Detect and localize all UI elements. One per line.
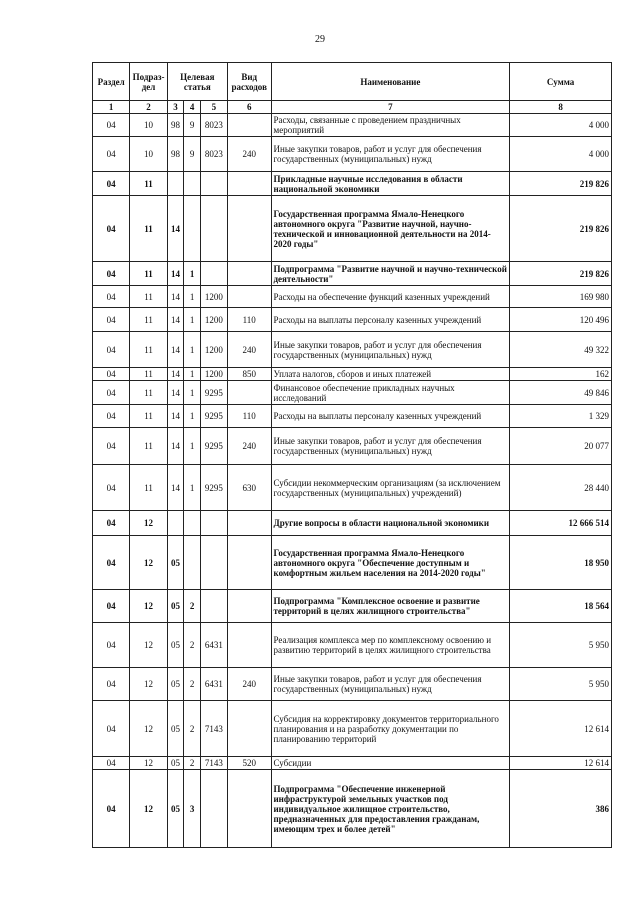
amount-cell: 4 000: [510, 137, 612, 172]
direction-cell: [200, 536, 227, 590]
subsection-cell: 12: [130, 623, 167, 668]
subprogram-cell: 1: [184, 368, 201, 381]
index-cell: 1: [93, 101, 130, 114]
name-cell: Субсидия на корректировку документов территориального планирования и на разработку документации по планированию территорий: [271, 701, 510, 757]
subsection-cell: 11: [130, 172, 167, 196]
direction-cell: 1200: [200, 286, 227, 308]
amount-cell: 28 440: [510, 465, 612, 511]
program-cell: 05: [167, 701, 184, 757]
index-cell: 5: [200, 101, 227, 114]
expense-type-cell: 850: [227, 368, 271, 381]
direction-cell: [200, 196, 227, 262]
subsection-cell: 11: [130, 428, 167, 465]
subprogram-cell: 2: [184, 668, 201, 701]
index-cell: 3: [167, 101, 184, 114]
expense-type-cell: 240: [227, 668, 271, 701]
table-row: [93, 536, 612, 590]
section-cell: 04: [93, 137, 130, 172]
program-cell: 14: [167, 465, 184, 511]
expense-type-cell: [227, 536, 271, 590]
table-row: [93, 668, 612, 701]
subprogram-cell: 1: [184, 262, 201, 286]
subprogram-cell: 1: [184, 428, 201, 465]
direction-cell: 1200: [200, 368, 227, 381]
name-cell: Расходы на выплаты персоналу казенных учреждений: [271, 308, 510, 332]
section-cell: 04: [93, 381, 130, 405]
name-cell: Государственная программа Ямало-Ненецкого автономного округа "Развитие научной, научно-технической и инновационной деятельности на 2014-2020 годы": [271, 196, 510, 262]
section-cell: 04: [93, 405, 130, 428]
amount-cell: 219 826: [510, 172, 612, 196]
expense-type-cell: [227, 623, 271, 668]
index-cell: 6: [227, 101, 271, 114]
expense-type-cell: [227, 262, 271, 286]
amount-cell: 4 000: [510, 114, 612, 137]
expense-type-cell: [227, 196, 271, 262]
subsection-cell: 10: [130, 114, 167, 137]
subsection-cell: 11: [130, 368, 167, 381]
expense-type-cell: [227, 770, 271, 848]
table-row: [93, 701, 612, 757]
table-row: [93, 590, 612, 623]
section-cell: 04: [93, 701, 130, 757]
program-cell: 14: [167, 332, 184, 368]
direction-cell: 6431: [200, 623, 227, 668]
section-cell: 04: [93, 668, 130, 701]
amount-cell: 12 614: [510, 701, 612, 757]
program-cell: 05: [167, 536, 184, 590]
direction-cell: [200, 511, 227, 536]
expense-type-cell: 240: [227, 137, 271, 172]
direction-cell: 7143: [200, 757, 227, 770]
table-body: [93, 114, 612, 848]
subprogram-cell: 3: [184, 770, 201, 848]
subsection-cell: 11: [130, 262, 167, 286]
subsection-cell: 12: [130, 590, 167, 623]
program-cell: 14: [167, 308, 184, 332]
section-cell: 04: [93, 308, 130, 332]
amount-cell: 18 950: [510, 536, 612, 590]
amount-cell: 120 496: [510, 308, 612, 332]
table-row: [93, 308, 612, 332]
page-number: 29: [315, 34, 325, 45]
subsection-cell: 12: [130, 536, 167, 590]
subsection-cell: 10: [130, 137, 167, 172]
name-cell: Иные закупки товаров, работ и услуг для обеспечения государственных (муниципальных) нужд: [271, 137, 510, 172]
program-cell: 98: [167, 137, 184, 172]
name-cell: Другие вопросы в области национальной экономики: [271, 511, 510, 536]
name-cell: Подпрограмма "Комплексное освоение и развитие территорий в целях жилищного строительства": [271, 590, 510, 623]
subprogram-cell: 2: [184, 623, 201, 668]
section-cell: 04: [93, 511, 130, 536]
header-expense-type: Вид расходов: [227, 63, 271, 101]
subprogram-cell: 1: [184, 308, 201, 332]
program-cell: 14: [167, 381, 184, 405]
expense-type-cell: 520: [227, 757, 271, 770]
amount-cell: 386: [510, 770, 612, 848]
program-cell: 98: [167, 114, 184, 137]
subprogram-cell: [184, 196, 201, 262]
amount-cell: 1 329: [510, 405, 612, 428]
index-cell: 2: [130, 101, 167, 114]
direction-cell: 9295: [200, 465, 227, 511]
direction-cell: 9295: [200, 428, 227, 465]
expense-type-cell: 240: [227, 428, 271, 465]
name-cell: Прикладные научные исследования в области национальной экономики: [271, 172, 510, 196]
subprogram-cell: 1: [184, 405, 201, 428]
name-cell: Иные закупки товаров, работ и услуг для обеспечения государственных (муниципальных) нужд: [271, 332, 510, 368]
name-cell: Реализация комплекса мер по комплексному освоению и развитию территорий в целях жилищного строительства: [271, 623, 510, 668]
program-cell: 14: [167, 405, 184, 428]
header-subsection: Подраз-дел: [130, 63, 167, 101]
name-cell: Расходы на обеспечение функций казенных учреждений: [271, 286, 510, 308]
expense-type-cell: [227, 590, 271, 623]
program-cell: 05: [167, 757, 184, 770]
table-row: [93, 332, 612, 368]
table-row: [93, 770, 612, 848]
table-row: [93, 511, 612, 536]
expense-type-cell: [227, 172, 271, 196]
amount-cell: 5 950: [510, 623, 612, 668]
name-cell: Иные закупки товаров, работ и услуг для обеспечения государственных (муниципальных) нужд: [271, 668, 510, 701]
direction-cell: [200, 262, 227, 286]
section-cell: 04: [93, 623, 130, 668]
table-row: [93, 196, 612, 262]
amount-cell: 169 980: [510, 286, 612, 308]
subprogram-cell: 1: [184, 465, 201, 511]
name-cell: Иные закупки товаров, работ и услуг для обеспечения государственных (муниципальных) нужд: [271, 428, 510, 465]
amount-cell: 18 564: [510, 590, 612, 623]
program-cell: [167, 172, 184, 196]
section-cell: 04: [93, 172, 130, 196]
direction-cell: 9295: [200, 381, 227, 405]
program-cell: 14: [167, 428, 184, 465]
name-cell: Расходы на выплаты персоналу казенных учреждений: [271, 405, 510, 428]
subsection-cell: 11: [130, 465, 167, 511]
subprogram-cell: 9: [184, 114, 201, 137]
table-row: [93, 757, 612, 770]
direction-cell: 1200: [200, 332, 227, 368]
section-cell: 04: [93, 757, 130, 770]
section-cell: 04: [93, 286, 130, 308]
amount-cell: 162: [510, 368, 612, 381]
table-row: [93, 286, 612, 308]
header-target: Целевая статья: [167, 63, 227, 101]
program-cell: 05: [167, 668, 184, 701]
amount-cell: 49 322: [510, 332, 612, 368]
program-cell: 14: [167, 368, 184, 381]
table-row: [93, 137, 612, 172]
name-cell: Финансовое обеспечение прикладных научных исследований: [271, 381, 510, 405]
direction-cell: 8023: [200, 137, 227, 172]
expense-type-cell: 630: [227, 465, 271, 511]
subprogram-cell: 2: [184, 590, 201, 623]
direction-cell: 8023: [200, 114, 227, 137]
subsection-cell: 11: [130, 196, 167, 262]
subsection-cell: 12: [130, 511, 167, 536]
amount-cell: 12 614: [510, 757, 612, 770]
direction-cell: [200, 172, 227, 196]
section-cell: 04: [93, 590, 130, 623]
expense-type-cell: [227, 701, 271, 757]
table-row: [93, 381, 612, 405]
header-row: [93, 63, 612, 101]
subprogram-cell: 1: [184, 381, 201, 405]
expense-type-cell: [227, 511, 271, 536]
direction-cell: 6431: [200, 668, 227, 701]
amount-cell: 20 077: [510, 428, 612, 465]
amount-cell: 12 666 514: [510, 511, 612, 536]
expense-type-cell: 110: [227, 308, 271, 332]
header-section: Раздел: [93, 63, 130, 101]
expense-type-cell: 110: [227, 405, 271, 428]
name-cell: Субсидии: [271, 757, 510, 770]
index-cell: 4: [184, 101, 201, 114]
name-cell: Подпрограмма "Развитие научной и научно-технической деятельности": [271, 262, 510, 286]
program-cell: 05: [167, 770, 184, 848]
subprogram-cell: [184, 511, 201, 536]
section-cell: 04: [93, 536, 130, 590]
subprogram-cell: 1: [184, 332, 201, 368]
name-cell: Подпрограмма "Обеспечение инженерной инфраструктурой земельных участков под индивидуальное жилищное строительство, предназначенных для предоставления гражданам, имеющим трех и более детей": [271, 770, 510, 848]
table-row: [93, 262, 612, 286]
name-cell: Субсидии некоммерческим организациям (за исключением государственных (муниципальных) учреждений): [271, 465, 510, 511]
name-cell: Уплата налогов, сборов и иных платежей: [271, 368, 510, 381]
subprogram-cell: [184, 172, 201, 196]
section-cell: 04: [93, 332, 130, 368]
section-cell: 04: [93, 770, 130, 848]
section-cell: 04: [93, 196, 130, 262]
subsection-cell: 11: [130, 381, 167, 405]
subsection-cell: 11: [130, 308, 167, 332]
amount-cell: 219 826: [510, 196, 612, 262]
program-cell: 14: [167, 262, 184, 286]
direction-cell: [200, 590, 227, 623]
section-cell: 04: [93, 428, 130, 465]
name-cell: Расходы, связанные с проведением праздничных мероприятий: [271, 114, 510, 137]
header-name: Наименование: [271, 63, 510, 101]
subsection-cell: 11: [130, 286, 167, 308]
subprogram-cell: 2: [184, 701, 201, 757]
subprogram-cell: [184, 536, 201, 590]
expense-type-cell: 240: [227, 332, 271, 368]
index-cell: 7: [271, 101, 510, 114]
header-amount: Сумма: [510, 63, 612, 101]
table-row: [93, 465, 612, 511]
subsection-cell: 11: [130, 332, 167, 368]
table-row: [93, 172, 612, 196]
subsection-cell: 11: [130, 405, 167, 428]
expense-type-cell: [227, 381, 271, 405]
table-row: [93, 428, 612, 465]
direction-cell: 9295: [200, 405, 227, 428]
subprogram-cell: 9: [184, 137, 201, 172]
table-row: [93, 368, 612, 381]
amount-cell: 49 846: [510, 381, 612, 405]
program-cell: 05: [167, 590, 184, 623]
amount-cell: 219 826: [510, 262, 612, 286]
section-cell: 04: [93, 114, 130, 137]
program-cell: 14: [167, 286, 184, 308]
section-cell: 04: [93, 465, 130, 511]
program-cell: [167, 511, 184, 536]
subsection-cell: 12: [130, 770, 167, 848]
index-row: [93, 101, 612, 114]
subsection-cell: 12: [130, 701, 167, 757]
section-cell: 04: [93, 262, 130, 286]
subsection-cell: 12: [130, 757, 167, 770]
index-cell: 8: [510, 101, 612, 114]
direction-cell: [200, 770, 227, 848]
program-cell: 14: [167, 196, 184, 262]
direction-cell: 7143: [200, 701, 227, 757]
table-row: [93, 114, 612, 137]
expense-type-cell: [227, 286, 271, 308]
table-row: [93, 405, 612, 428]
program-cell: 05: [167, 623, 184, 668]
expense-type-cell: [227, 114, 271, 137]
name-cell: Государственная программа Ямало-Ненецкого автономного округа "Обеспечение доступным и комфортным жильем населения на 2014-2020 годы": [271, 536, 510, 590]
section-cell: 04: [93, 368, 130, 381]
subsection-cell: 12: [130, 668, 167, 701]
budget-table: [92, 62, 612, 848]
subprogram-cell: 1: [184, 286, 201, 308]
table-row: [93, 623, 612, 668]
amount-cell: 5 950: [510, 668, 612, 701]
direction-cell: 1200: [200, 308, 227, 332]
subprogram-cell: 2: [184, 757, 201, 770]
